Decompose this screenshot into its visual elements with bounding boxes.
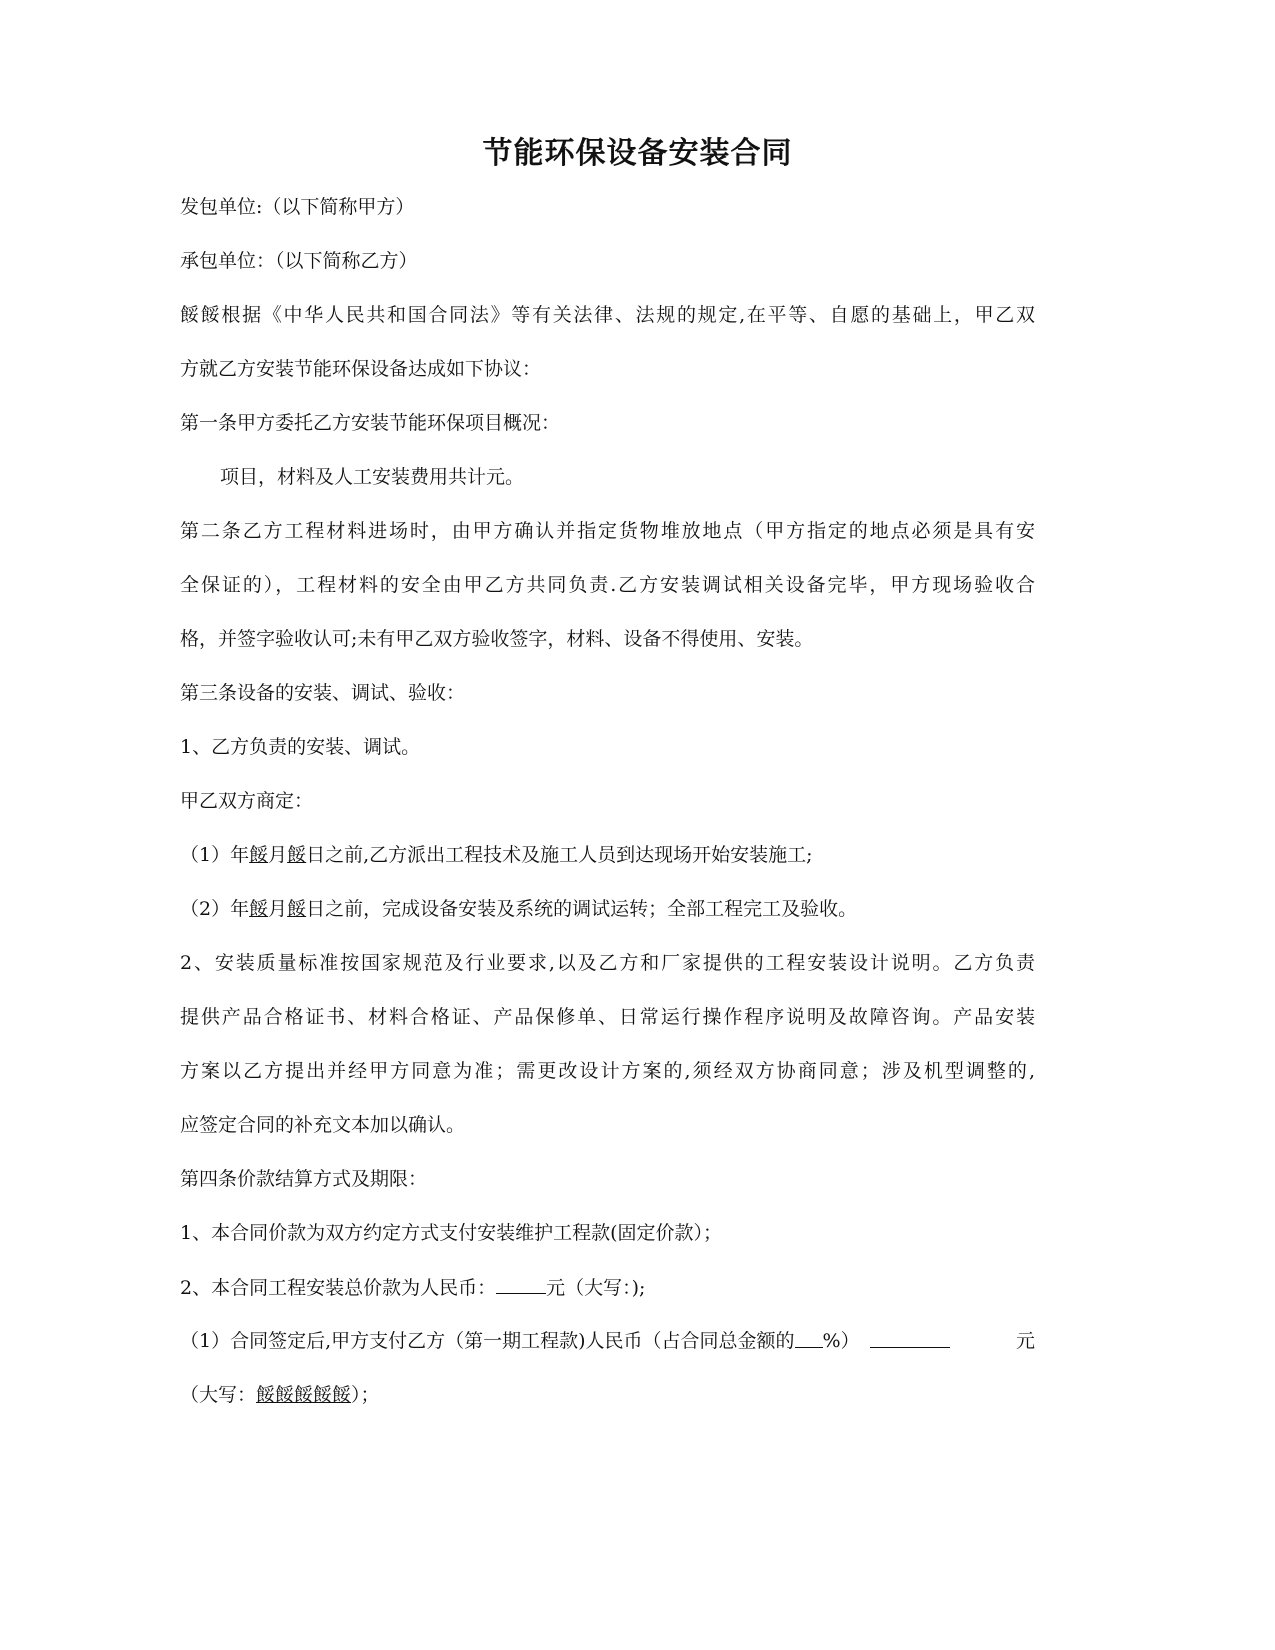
blank-amount bbox=[870, 1329, 950, 1348]
text: 日之前，完成设备安装及系统的调试运转；全部工程完工及验收。 bbox=[306, 898, 858, 920]
text: 元 bbox=[1015, 1330, 1035, 1352]
text-line: 项目，材料及人工安装费用共计元。 bbox=[220, 466, 525, 488]
text: （1）合同签定后,甲方支付乙方（第一期工程款)人民币（占合同总金额的 bbox=[180, 1330, 795, 1352]
blank-year: 餒 bbox=[249, 844, 269, 866]
blank-month: 餒 bbox=[287, 898, 307, 920]
text: （2）年 bbox=[180, 898, 250, 920]
text: 月 bbox=[268, 898, 288, 920]
text-line: 第四条价款结算方式及期限： bbox=[180, 1168, 428, 1190]
text-line bbox=[180, 1329, 1035, 1353]
text-line: 第一条甲方委托乙方安装节能环保项目概况： bbox=[180, 412, 561, 434]
text-line bbox=[180, 897, 1035, 921]
text-line: 全保证的），工程材料的安全由甲乙方共同负责.乙方安装调试相关设备完毕，甲方现场验收合 bbox=[180, 574, 1035, 596]
text-line: 第二条乙方工程材料进场时，由甲方确认并指定货物堆放地点（甲方指定的地点必须是具有安 bbox=[180, 520, 1035, 542]
document-title: 节能环保设备安装合同 bbox=[482, 136, 793, 171]
blank-amount-words: 餒餒餒餒餒 bbox=[256, 1384, 352, 1406]
text-line: 格，并签字验收认可;未有甲乙双方验收签字，材料、设备不得使用、安装。 bbox=[180, 628, 814, 650]
text-line: 第三条设备的安装、调试、验收： bbox=[180, 682, 466, 704]
text-line: 方案以乙方提出并经甲方同意为准；需更改设计方案的,须经双方协商同意；涉及机型调整的, bbox=[180, 1060, 1035, 1082]
text-line: 1、本合同价款为双方约定方式支付安装维护工程款(固定价款）； bbox=[180, 1222, 723, 1244]
text-line bbox=[180, 1383, 1035, 1407]
text-line: 甲乙双方商定： bbox=[180, 790, 314, 812]
text: 元（大写：); bbox=[546, 1277, 646, 1299]
text: （1）年 bbox=[180, 844, 250, 866]
text-line: 方就乙方安装节能环保设备达成如下协议： bbox=[180, 358, 542, 380]
text-line: 1、乙方负责的安装、调试。 bbox=[180, 736, 421, 758]
text: %） bbox=[822, 1330, 860, 1352]
text-line: 2、安装质量标准按国家规范及行业要求,以及乙方和厂家提供的工程安装设计说明。乙方负责 bbox=[180, 952, 1035, 974]
blank-month: 餒 bbox=[287, 844, 307, 866]
text: 日之前,乙方派出工程技术及施工人员到达现场开始安装施工; bbox=[306, 844, 813, 866]
text-line: 提供产品合格证书、材料合格证、产品保修单、日常运行操作程序说明及故障咨询。产品安装 bbox=[180, 1006, 1035, 1028]
text-line: 餒餒根据《中华人民共和国合同法》等有关法律、法规的规定,在平等、自愿的基础上，甲乙双 bbox=[180, 304, 1035, 326]
text-line: 承包单位：（以下简称乙方） bbox=[180, 250, 418, 272]
text: 2、本合同工程安装总价款为人民币： bbox=[180, 1277, 497, 1299]
text-line: 发包单位:（以下简称甲方） bbox=[180, 196, 415, 218]
text: 月 bbox=[268, 844, 288, 866]
blank-amount bbox=[496, 1275, 546, 1294]
blank-percent bbox=[795, 1329, 823, 1348]
text: （大写： bbox=[180, 1384, 257, 1406]
text: ）； bbox=[351, 1384, 380, 1406]
text-line bbox=[180, 843, 1035, 867]
text-line: 应签定合同的补充文本加以确认。 bbox=[180, 1114, 466, 1136]
blank-year: 餒 bbox=[249, 898, 269, 920]
text-line bbox=[180, 1275, 1035, 1300]
